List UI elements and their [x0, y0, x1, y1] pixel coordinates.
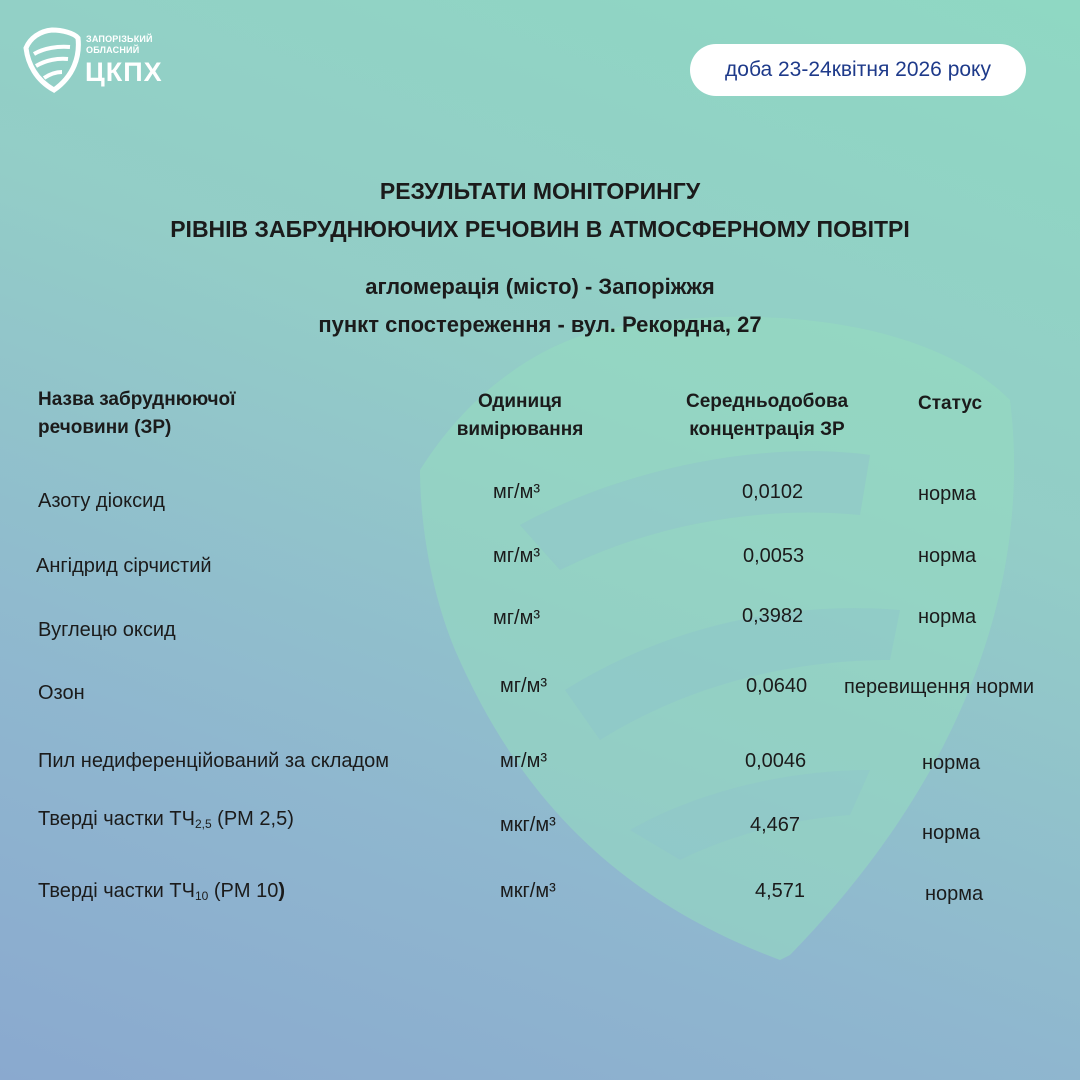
substance-name: Ангідрид сірчистий [36, 555, 212, 577]
substance-subscript: 10 [194, 889, 209, 903]
header-unit [440, 388, 600, 444]
header-concentration-line2: концентрація ЗР [689, 419, 845, 440]
status-value: норма [918, 545, 977, 567]
concentration-value: 4,467 [750, 814, 801, 836]
status-value: норма [918, 606, 977, 628]
unit-value: мг/м³ [493, 607, 541, 629]
subtitle-city: агломерація (місто) - Запоріжжя [365, 274, 715, 299]
logo-abbr: ЦКПХ [85, 57, 163, 87]
logo-org-name [86, 34, 153, 56]
substance-name [38, 880, 285, 903]
substance-name: Азоту діоксид [38, 490, 165, 512]
unit-value: мг/м³ [500, 750, 548, 772]
header-unit-line1: Одиниця [478, 391, 562, 412]
substance-subscript: 2,5 [194, 817, 212, 831]
date-badge: доба 23-24квітня 2026 року [690, 44, 1026, 96]
header-status: Статус [918, 393, 983, 414]
logo-line2: ОБЛАСНИЙ [86, 45, 140, 55]
substance-suffix: (PM 2,5) [211, 808, 294, 830]
substance-name: Пил недиференційований за складом [38, 750, 390, 772]
unit-value: мкг/м³ [500, 880, 556, 902]
page-title-line1: РЕЗУЛЬТАТИ МОНІТОРИНГУ [379, 178, 701, 204]
status-value: норма [922, 822, 981, 844]
concentration-value: 0,0102 [742, 481, 804, 503]
substance-name: Вуглецю оксид [38, 619, 176, 641]
header-substance [38, 386, 235, 442]
substance-paren: ) [278, 880, 285, 902]
unit-value: мг/м³ [493, 481, 541, 503]
concentration-value: 0,3982 [742, 605, 804, 627]
substance-suffix: (PM 10 [208, 880, 279, 902]
status-value: норма [925, 883, 984, 905]
concentration-value: 0,0053 [743, 545, 805, 567]
header-substance-line1: Назва забруднюючої [38, 389, 236, 410]
header-concentration [662, 388, 872, 444]
unit-value: мкг/м³ [500, 814, 556, 836]
header-substance-line2: речовини (ЗР) [38, 417, 172, 438]
substance-name-text: Тверді частки ТЧ [38, 880, 195, 902]
status-value: норма [922, 752, 981, 774]
header-unit-line2: вимірювання [456, 419, 584, 440]
substance-name [38, 808, 294, 831]
concentration-value: 0,0046 [745, 750, 807, 772]
shield-logo-icon [22, 26, 82, 94]
logo [22, 26, 172, 96]
concentration-value: 4,571 [755, 880, 806, 902]
status-value: норма [918, 483, 977, 505]
logo-line1: ЗАПОРІЗЬКИЙ [86, 34, 153, 44]
unit-value: мг/м³ [500, 675, 548, 697]
status-value: перевищення норми [844, 676, 1035, 698]
concentration-value: 0,0640 [746, 675, 808, 697]
page-title-line2: РІВНІВ ЗАБРУДНЮЮЧИХ РЕЧОВИН В АТМОСФЕРНОМУ ПОВІТРІ [170, 216, 910, 242]
substance-name-text: Тверді частки ТЧ [38, 808, 195, 830]
substance-name: Озон [38, 682, 85, 704]
subtitle-station: пункт спостереження - вул. Рекордна, 27 [318, 312, 762, 337]
header-concentration-line1: Середньодобова [685, 391, 849, 412]
unit-value: мг/м³ [493, 545, 541, 567]
